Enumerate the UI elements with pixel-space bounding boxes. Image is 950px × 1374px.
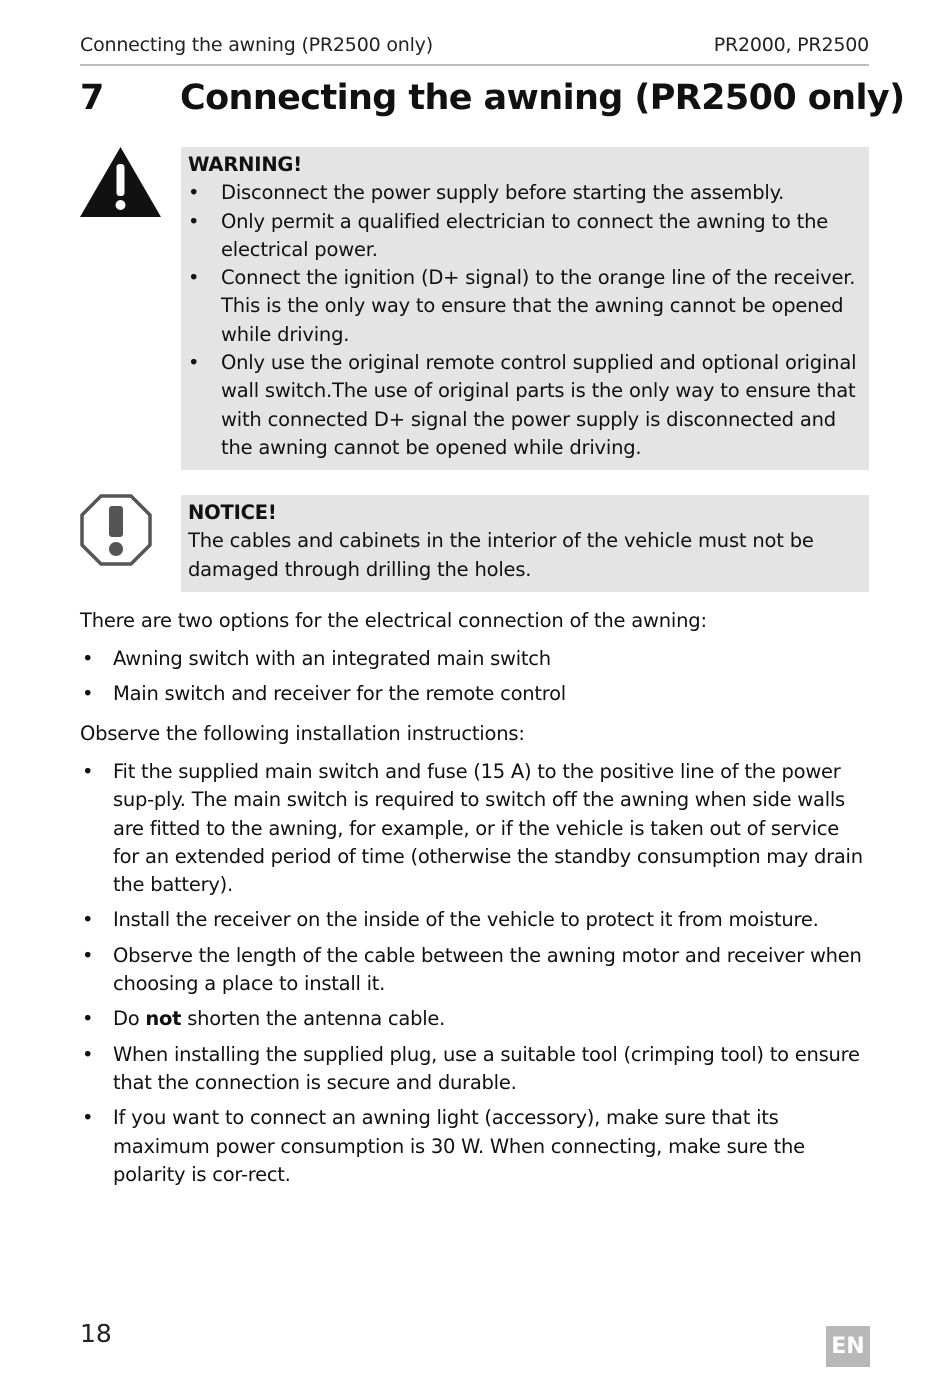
warning-item: • Only permit a qualified electrician to connect the awning to the electrical power. [188, 208, 861, 265]
list-item [80, 1005, 870, 1033]
text-run: Do [113, 1007, 146, 1031]
list-item: • Awning switch with an integrated main switch [80, 645, 870, 673]
notice-box [181, 495, 869, 592]
warning-item: • Connect the ignition (D+ signal) to the orange line of the receiver. This is the only way to ensure that the awning cannot be opened while driving. [188, 264, 861, 349]
text-run: shorten the antenna cable. [181, 1007, 446, 1031]
options-list [80, 645, 870, 716]
warning-box [181, 147, 869, 470]
notice-octagon-icon [80, 494, 152, 566]
warning-label: WARNING! [188, 153, 302, 176]
header-section-title: Connecting the awning (PR2500 only) [80, 34, 433, 56]
language-badge: EN [826, 1326, 870, 1367]
instructions-intro: Observe the following installation instructions: [80, 722, 525, 745]
notice-label: NOTICE! [188, 501, 277, 524]
warning-item: • Disconnect the power supply before starting the assembly. [188, 179, 861, 207]
list-item: • If you want to connect an awning light (accessory), make sure that its maximum power consumption is 30 W. When connecting, make sure the polarity is cor-rect. [80, 1104, 870, 1189]
warning-list [188, 179, 861, 462]
list-item: • When installing the supplied plug, use a suitable tool (crimping tool) to ensure that the connection is secure and durable. [80, 1041, 870, 1098]
list-item: • Observe the length of the cable between the awning motor and receiver when choosing a place to install it. [80, 942, 870, 999]
section-number: 7 [80, 78, 104, 118]
notice-text: The cables and cabinets in the interior of the vehicle must not be damaged through drilling the holes. [188, 529, 814, 581]
warning-triangle-icon [80, 147, 161, 218]
section-title-text: Connecting the awning (PR2500 only) [180, 78, 905, 118]
emphasis-text: not [145, 1007, 182, 1031]
list-item: • Install the receiver on the inside of the vehicle to protect it from moisture. [80, 906, 870, 934]
list-item: • Fit the supplied main switch and fuse (15 A) to the positive line of the power sup-ply. The main switch is required to switch off the awning when side walls are fitted to the awning, for example, or if the vehicle is taken out of service for an extended period of time (otherwise the standby consumption may drain the battery). [80, 758, 870, 899]
instructions-list [80, 758, 870, 1196]
list-item: • Main switch and receiver for the remote control [80, 680, 870, 708]
header-model-names: PR2000, PR2500 [713, 34, 869, 56]
warning-item: • Only use the original remote control supplied and optional original wall switch.The use of original parts is the only way to ensure that with connected D+ signal the power supply is disconnected and the awning cannot be opened while driving. [188, 349, 861, 462]
options-intro: There are two options for the electrical connection of the awning: [80, 609, 707, 632]
page-number: 18 [80, 1319, 112, 1348]
running-header [80, 34, 869, 66]
